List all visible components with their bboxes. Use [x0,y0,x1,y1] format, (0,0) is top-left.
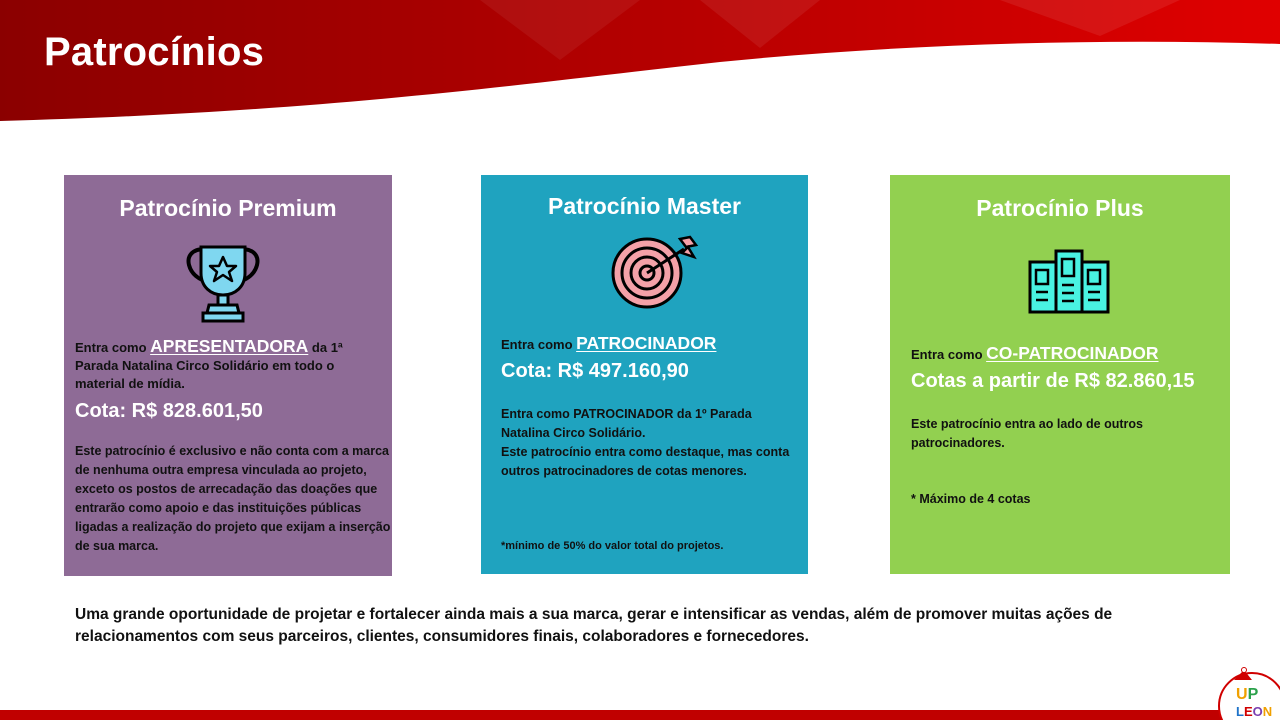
card-title: Patrocínio Master [548,193,741,219]
logo-letter-p: P [1247,686,1259,703]
card-price: Cota: R$ 497.160,90 [501,360,689,382]
card-master [481,175,808,574]
card-description: Este patrocínio é exclusivo e não conta com a marca de nenhuma outra empresa vinculada ao projeto, exceto os postos de arrecadação das doações que entrarão como apoio e das instituições públicas ligadas a realização do projeto que exijam a inserção de sua marca. [75,444,391,553]
logo-letter-u: U [1236,686,1248,703]
card-plus [890,175,1230,574]
card-description: Entra como PATROCINADOR da 1º Parada Natalina Circo Solidário. Este patrocínio entra como destaque, mas conta outros patrocinadores de cotas menores. [501,407,790,478]
card-price: Cotas a partir de R$ 82.860,15 [911,370,1195,392]
logo-bottom-letters: LEON [1236,704,1273,719]
role-highlight: APRESENTADORA [150,336,309,356]
buildings-icon [1027,248,1111,314]
card-note: *mínimo de 50% do valor total do projetos. [501,540,724,552]
card-intro: Entra como CO-PATROCINADOR [911,343,1159,363]
card-title: Patrocínio Plus [976,195,1144,221]
role-highlight: CO-PATROCINADOR [986,343,1159,363]
role-highlight: PATROCINADOR [576,333,717,353]
card-intro: Entra como PATROCINADOR [501,333,717,353]
trophy-icon [185,243,261,323]
logo-top-letters [1236,686,1259,703]
card-note: * Máximo de 4 cotas [911,492,1031,506]
footer-bar [0,710,1280,720]
target-icon [610,235,700,311]
footer-text: Uma grande oportunidade de projetar e fortalecer ainda mais a sua marca, gerar e intensificar as vendas, além de promover muitas ações de relacionamentos com seus parceiros, clientes, consumidores finais, colaboradores e fornecedores. [75,606,1113,645]
card-premium [64,175,392,576]
card-price: Cota: R$ 828.601,50 [75,400,263,422]
page-title: Patrocínios [44,30,265,74]
upleon-logo [1218,666,1280,720]
card-intro: Entra como APRESENTADORA da 1ª Parada Natalina Circo Solidário em todo o material de mídia. [75,336,343,391]
card-title: Patrocínio Premium [119,195,337,221]
card-description: Este patrocínio entra ao lado de outros patrocinadores. [911,417,1143,450]
